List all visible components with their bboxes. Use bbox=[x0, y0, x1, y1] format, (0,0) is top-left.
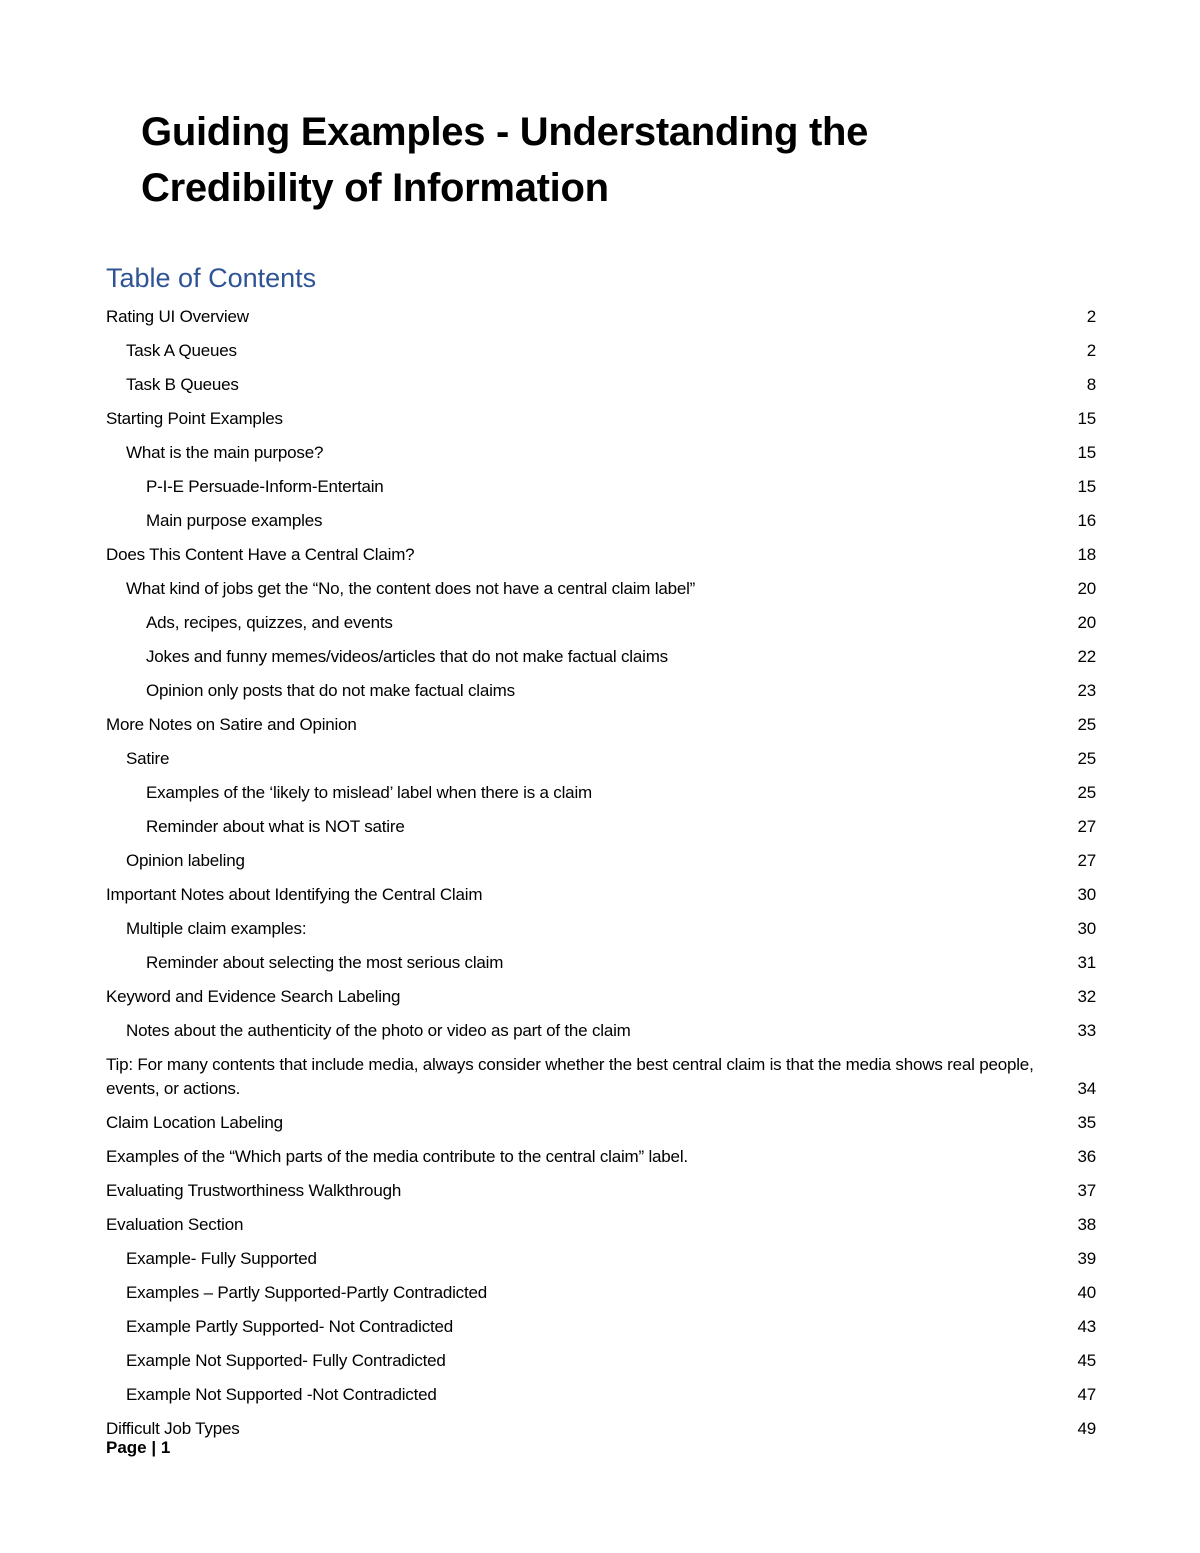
toc-entry-title: Task B Queues bbox=[126, 375, 239, 394]
toc-entry[interactable] bbox=[106, 1106, 1096, 1140]
toc-entry-page-number: 20 bbox=[1077, 579, 1096, 598]
toc-entry-page-number: 38 bbox=[1077, 1215, 1096, 1234]
toc-entry-page-number: 31 bbox=[1077, 953, 1096, 972]
toc-entry[interactable] bbox=[106, 1344, 1096, 1378]
toc-entry-page-number: 15 bbox=[1077, 443, 1096, 462]
toc-entry[interactable] bbox=[106, 1276, 1096, 1310]
toc-entry[interactable] bbox=[106, 878, 1096, 912]
toc-entry-page-number: 36 bbox=[1077, 1147, 1096, 1166]
toc-entry[interactable] bbox=[106, 334, 1096, 368]
toc-entry-title: Important Notes about Identifying the Central Claim bbox=[106, 885, 483, 904]
toc-entry[interactable] bbox=[106, 1140, 1096, 1174]
toc-entry-title: Example Not Supported -Not Contradicted bbox=[126, 1385, 437, 1404]
toc-entry-page-number: 20 bbox=[1077, 613, 1096, 632]
toc-entry-page-number: 49 bbox=[1077, 1419, 1096, 1438]
toc-entry[interactable] bbox=[106, 1310, 1096, 1344]
toc-entry[interactable] bbox=[106, 776, 1096, 810]
toc-entry-title: More Notes on Satire and Opinion bbox=[106, 715, 357, 734]
toc-entry-title: Starting Point Examples bbox=[106, 409, 283, 428]
toc-entry[interactable] bbox=[106, 674, 1096, 708]
toc-entry-page-number: 40 bbox=[1077, 1283, 1096, 1302]
toc-entry-page-number: 2 bbox=[1086, 341, 1096, 360]
toc-entry[interactable] bbox=[106, 504, 1096, 538]
toc-entry-title: Opinion only posts that do not make factual claims bbox=[146, 681, 515, 700]
toc-entry-title: Jokes and funny memes/videos/articles that do not make factual claims bbox=[146, 647, 668, 666]
toc-entry-title: Evaluating Trustworthiness Walkthrough bbox=[106, 1181, 402, 1200]
toc-entry[interactable] bbox=[106, 912, 1096, 946]
toc-entry[interactable] bbox=[106, 538, 1096, 572]
toc-entry-page-number: 25 bbox=[1077, 715, 1096, 734]
toc-entry[interactable] bbox=[106, 810, 1096, 844]
toc-entry[interactable] bbox=[106, 640, 1096, 674]
toc-entry[interactable] bbox=[106, 1242, 1096, 1276]
toc-entry-page-number: 39 bbox=[1077, 1249, 1096, 1268]
toc-entry-page-number: 30 bbox=[1077, 885, 1096, 904]
toc-entry-page-number: 37 bbox=[1077, 1181, 1096, 1200]
toc-entry-title: Evaluation Section bbox=[106, 1215, 244, 1234]
toc-entry[interactable] bbox=[106, 1014, 1096, 1048]
toc-entry-page-number: 34 bbox=[1077, 1079, 1096, 1098]
toc-entry[interactable] bbox=[106, 1174, 1096, 1208]
toc-entry-title: What kind of jobs get the “No, the content does not have a central claim label” bbox=[126, 579, 696, 598]
toc-entry-title: P-I-E Persuade-Inform-Entertain bbox=[146, 477, 384, 496]
toc-entry[interactable] bbox=[106, 708, 1096, 742]
toc-entry-page-number: 23 bbox=[1077, 681, 1096, 700]
toc-entry-page-number: 8 bbox=[1086, 375, 1096, 394]
toc-entry-page-number: 43 bbox=[1077, 1317, 1096, 1336]
toc-entry[interactable] bbox=[106, 1208, 1096, 1242]
toc-entry-title: Tip: For many contents that include media, always consider whether the best central claim is that the media shows real people, events, or actions. bbox=[106, 1055, 1034, 1098]
toc-entry-page-number: 27 bbox=[1077, 851, 1096, 870]
toc-entry[interactable] bbox=[106, 1412, 1096, 1446]
toc-list bbox=[106, 300, 1096, 1446]
toc-entry[interactable] bbox=[106, 606, 1096, 640]
toc-entry-page-number: 27 bbox=[1077, 817, 1096, 836]
toc-entry[interactable] bbox=[106, 742, 1096, 776]
toc-entry-title: Ads, recipes, quizzes, and events bbox=[146, 613, 393, 632]
toc-entry-title: Difficult Job Types bbox=[106, 1419, 240, 1438]
toc-entry-title: Reminder about selecting the most serious claim bbox=[146, 953, 504, 972]
toc-entry-title: Multiple claim examples: bbox=[126, 919, 307, 938]
toc-entry-page-number: 35 bbox=[1077, 1113, 1096, 1132]
page-number-footer: Page | 1 bbox=[106, 1438, 171, 1457]
toc-entry[interactable] bbox=[106, 300, 1096, 334]
toc-entry-title: Task A Queues bbox=[126, 341, 237, 360]
toc-entry-title: Keyword and Evidence Search Labeling bbox=[106, 987, 401, 1006]
toc-entry-title: Example Partly Supported- Not Contradicted bbox=[126, 1317, 454, 1336]
toc-entry-title: Notes about the authenticity of the photo or video as part of the claim bbox=[126, 1021, 631, 1040]
toc-entry-title: Examples of the “Which parts of the media contribute to the central claim” label. bbox=[106, 1147, 688, 1166]
toc-entry-page-number: 18 bbox=[1077, 545, 1096, 564]
toc-entry-page-number: 45 bbox=[1077, 1351, 1096, 1370]
toc-entry-page-number: 30 bbox=[1077, 919, 1096, 938]
toc-entry[interactable] bbox=[106, 1378, 1096, 1412]
toc-entry-page-number: 2 bbox=[1086, 307, 1096, 326]
toc-entry-page-number: 32 bbox=[1077, 987, 1096, 1006]
toc-heading: Table of Contents bbox=[106, 263, 317, 293]
toc-entry-title: Rating UI Overview bbox=[106, 307, 249, 326]
toc-entry[interactable] bbox=[106, 470, 1096, 504]
toc-entry[interactable] bbox=[106, 844, 1096, 878]
toc-entry-page-number: 25 bbox=[1077, 783, 1096, 802]
toc-entry-page-number: 16 bbox=[1077, 511, 1096, 530]
toc-entry-title: Opinion labeling bbox=[126, 851, 245, 870]
toc-entry[interactable] bbox=[106, 980, 1096, 1014]
toc-entry-page-number: 15 bbox=[1077, 409, 1096, 428]
toc-entry[interactable] bbox=[106, 1048, 1096, 1106]
toc-entry-title: Examples of the ‘likely to mislead’ label when there is a claim bbox=[146, 783, 592, 802]
toc-entry-page-number: 15 bbox=[1077, 477, 1096, 496]
toc-entry-title: Does This Content Have a Central Claim? bbox=[106, 545, 415, 564]
toc-entry-title: Main purpose examples bbox=[146, 511, 323, 530]
toc-entry-page-number: 25 bbox=[1077, 749, 1096, 768]
document-title: Guiding Examples - Understanding the Credibility of Information bbox=[141, 110, 869, 210]
toc-entry-title: Satire bbox=[126, 749, 170, 768]
toc-entry-title: Example Not Supported- Fully Contradicted bbox=[126, 1351, 446, 1370]
toc-entry-title: Claim Location Labeling bbox=[106, 1113, 283, 1132]
toc-entry-title: Reminder about what is NOT satire bbox=[146, 817, 405, 836]
toc-entry-title: What is the main purpose? bbox=[126, 443, 324, 462]
toc-entry-title: Example- Fully Supported bbox=[126, 1249, 317, 1268]
toc-entry[interactable] bbox=[106, 436, 1096, 470]
toc-entry-title: Examples – Partly Supported-Partly Contradicted bbox=[126, 1283, 487, 1302]
toc-entry-page-number: 22 bbox=[1077, 647, 1096, 666]
toc-entry[interactable] bbox=[106, 946, 1096, 980]
toc-entry-page-number: 33 bbox=[1077, 1021, 1096, 1040]
toc-entry[interactable] bbox=[106, 368, 1096, 402]
toc-entry[interactable] bbox=[106, 402, 1096, 436]
toc-entry[interactable] bbox=[106, 572, 1096, 606]
toc-entry-page-number: 47 bbox=[1077, 1385, 1096, 1404]
